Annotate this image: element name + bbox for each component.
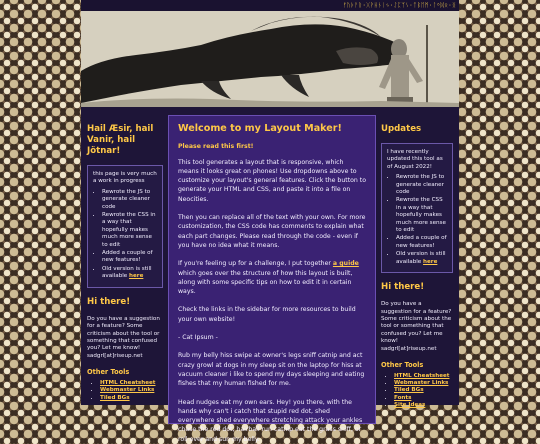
- main-paragraph: This tool generates a layout that is responsive, which means it looks great on phones! Use dropdowns above to customize your layout's general features. Click the button to generate your HTML and CSS, and paste it into a file on Neocities.: [178, 158, 367, 203]
- tools-list: [87, 380, 163, 402]
- tool-link-html-cheatsheet[interactable]: HTML Cheatsheet: [100, 380, 156, 387]
- rune-text: ᚠᚢᚦᚨᚱ·ᚷᚹᚺᚾᛁᛃ·ᛇᛈᛉᛊ·ᛏᛒᛖᛗ·ᛚᛜᛞᛟ·ᛝ: [342, 2, 456, 9]
- main-paragraph: [178, 259, 366, 296]
- right-sidebar: [381, 115, 459, 424]
- main-paragraph: Head nudges eat my own ears. Hey! you there, with the hands why can't i catch that stupid red dot, shed everywhere shed everywhere stretching attack your ankles chase the red dot, hairball run catnip eat the grass sniff, or roll over and sun my belly.: [178, 398, 363, 443]
- three-column-layout: [81, 107, 459, 443]
- tool-link-site-ideas[interactable]: Site Ideas: [394, 401, 426, 408]
- other-tools-title: Other Tools: [381, 360, 424, 369]
- updates-box: [381, 143, 453, 273]
- progress-item-text: Old version is still available: [102, 265, 152, 280]
- tool-item: [394, 387, 453, 394]
- hi-there-title: Hi there!: [87, 296, 131, 307]
- update-item: • Added a couple of new features!: [396, 235, 447, 250]
- tool-item: [394, 402, 453, 409]
- tool-link-webmaster-links[interactable]: Webmaster Links: [100, 387, 155, 394]
- other-tools-title: Other Tools: [87, 368, 130, 377]
- tool-item: [100, 395, 163, 402]
- progress-item: • Rewrote the JS to generate cleaner code: [102, 189, 157, 211]
- dragon-illustration: [81, 11, 459, 107]
- update-item: [396, 251, 447, 266]
- update-item: • Rewrote the CSS in a way that hopefully makes much more sense to edit: [396, 197, 447, 234]
- old-version-link[interactable]: here: [129, 273, 144, 280]
- guide-link[interactable]: a guide: [332, 260, 359, 268]
- rune-topbar: [81, 0, 459, 11]
- progress-item: • Added a couple of new features!: [102, 250, 157, 265]
- tool-item: [394, 373, 453, 380]
- cat-ipsum-heading: - Cat Ipsum -: [178, 334, 218, 342]
- hi-there-title: Hi there!: [381, 282, 425, 293]
- main-paragraph: Check the links in the sidebar for more resources to build your own website!: [178, 306, 356, 323]
- progress-list: [93, 189, 157, 281]
- progress-box: [87, 165, 163, 288]
- guide-text-after: which goes over the structure of how this layout is built, along with some specific tips on how to edit it in certain ways.: [178, 269, 353, 296]
- tool-item: [100, 380, 163, 387]
- update-item: • Rewrote the JS to generate cleaner code: [396, 174, 447, 196]
- progress-item: [102, 266, 157, 281]
- main-paragraph: Then you can replace all of the text with your own. For more customization, the CSS code has comments to explain what each part changes. Please read through the code - even if you have no idea what it means.: [178, 214, 366, 249]
- tools-list: [381, 373, 453, 409]
- suggestion-text: Do you have a suggestion for a feature? Some criticism about the tool or something that confused you? Let me know! sadgrl[at]riseup.net: [87, 315, 160, 359]
- page-container: [81, 0, 459, 443]
- updates-list: [387, 174, 447, 266]
- tool-link-webmaster-links[interactable]: Webmaster Links: [394, 380, 449, 387]
- main-paragraph: Rub my belly hiss swipe at owner's legs sniff catnip and act crazy growl at dogs in my sleep sit on the laptop for hiss at vacuum cleaner i like to spend my days sleeping and eating fishes that my human fished for me.: [178, 352, 365, 388]
- guide-text-before: If you're feeling up for a challenge, I put together: [178, 260, 333, 268]
- updates-title: Updates: [381, 124, 422, 134]
- old-version-link[interactable]: here: [423, 258, 438, 265]
- main-title: Welcome to my Layout Maker!: [178, 123, 342, 134]
- tool-link-tiled-bgs[interactable]: Tiled BGs: [394, 387, 424, 394]
- progress-intro: this page is very much a work in progress: [93, 171, 157, 185]
- left-sidebar: [81, 115, 163, 424]
- main-subtitle: Please read this first!: [178, 143, 254, 151]
- tool-item: [394, 395, 453, 402]
- tool-item: [100, 387, 163, 394]
- update-item-text: Old version is still available: [396, 251, 446, 265]
- progress-item: • Rewrote the CSS in a way that hopefully makes much more sense to edit: [102, 212, 157, 249]
- main-content: [168, 115, 376, 443]
- left-sidebar-title: Hail Æsir, hail Vanir, hail Jötnar!: [87, 124, 154, 156]
- tool-link-tiled-bgs[interactable]: Tiled BGs: [100, 394, 130, 401]
- tool-link-html-cheatsheet[interactable]: HTML Cheatsheet: [394, 372, 450, 379]
- updates-intro: I have recently updated this tool as of August 2022!: [387, 149, 443, 170]
- tool-item: [394, 380, 453, 387]
- header-illustration: [81, 11, 459, 107]
- tool-link-fonts[interactable]: Fonts: [394, 394, 412, 401]
- suggestion-text: Do you have a suggestion for a feature? Some criticism about the tool or something that confused you? Let me know! sadgrl[at]riseup.net: [381, 301, 452, 352]
